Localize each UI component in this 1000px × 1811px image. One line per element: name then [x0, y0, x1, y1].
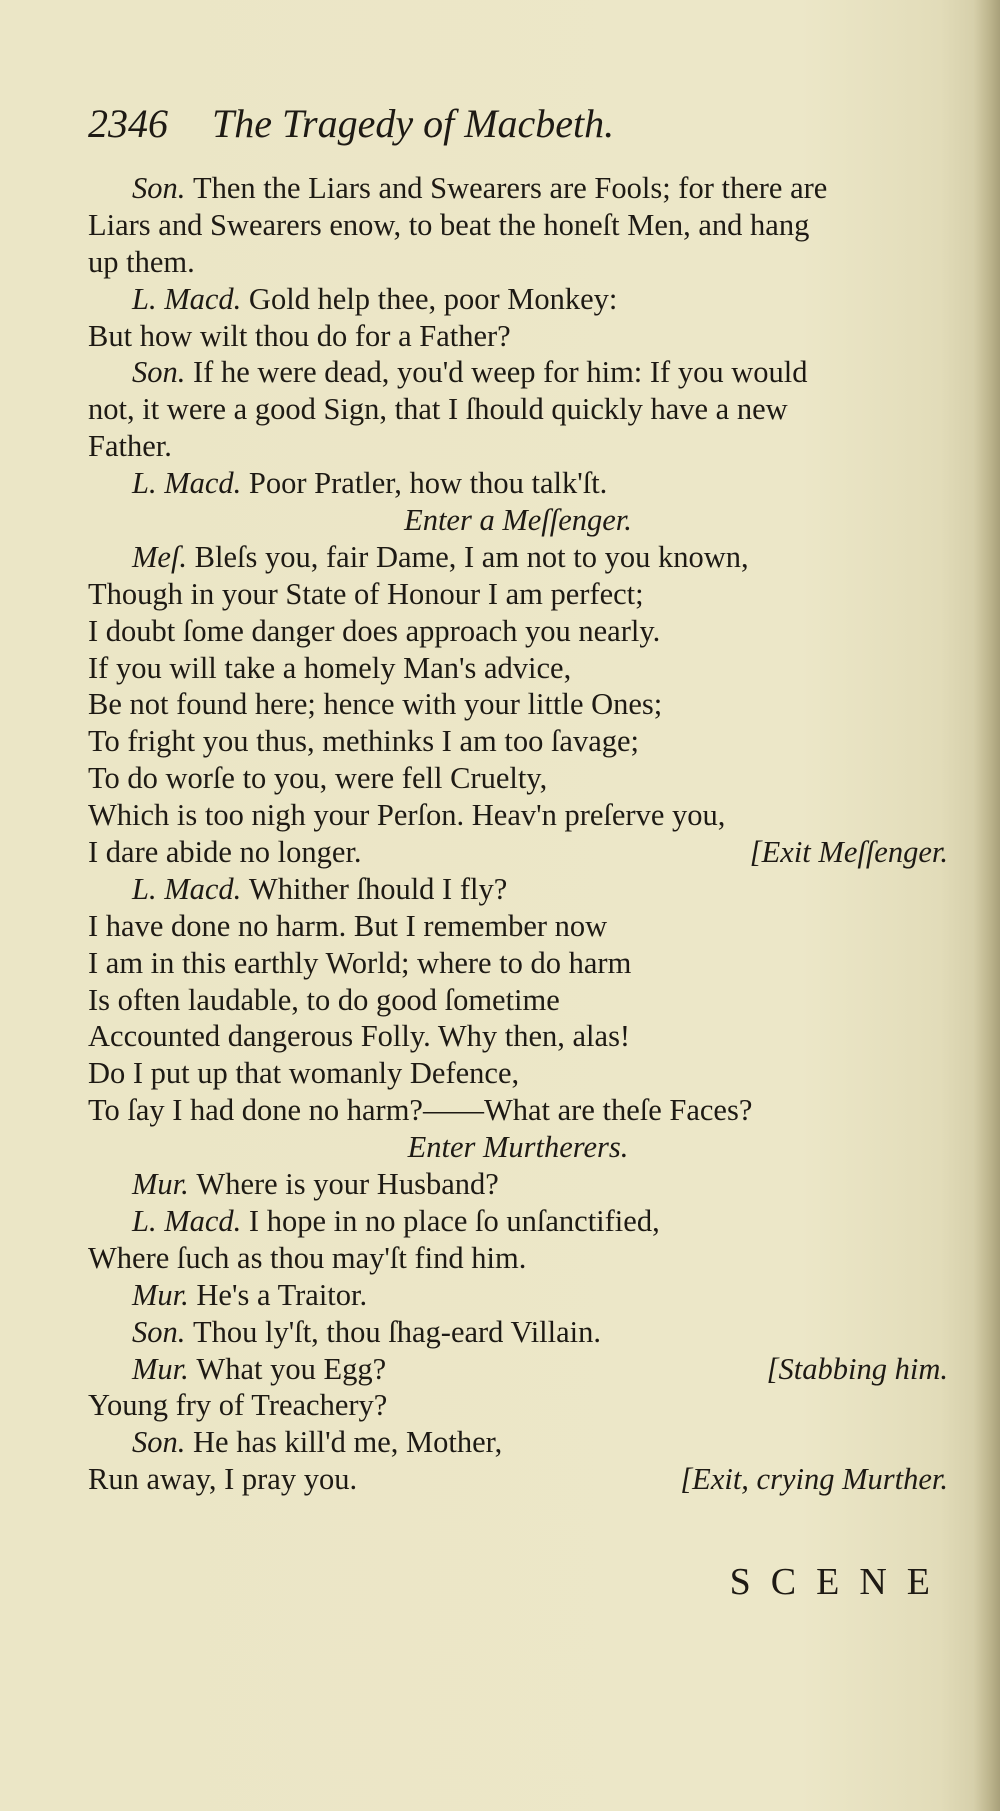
text-line [88, 1055, 948, 1092]
text-line [88, 281, 948, 318]
text-line [88, 465, 948, 502]
text-line [88, 576, 948, 613]
text-line [88, 318, 948, 355]
speaker-name: Mur. [132, 1351, 197, 1386]
text-line [88, 982, 948, 1019]
text-line [88, 1166, 948, 1203]
speaker-name: L. Macd. [132, 1203, 249, 1238]
line-text: He has kill'd me, Mother, [193, 1425, 503, 1460]
running-header [88, 100, 788, 164]
text-line [88, 945, 948, 982]
text-line [88, 1092, 948, 1129]
text-line [88, 391, 948, 428]
stage-direction-line [88, 502, 948, 539]
line-text: I hope in no place ſo unſanctified, [248, 1203, 660, 1238]
speaker-name: Son. [132, 1425, 193, 1460]
text-line [88, 797, 948, 834]
line-text: up them. [88, 244, 195, 279]
text-line [88, 1240, 948, 1277]
text-line [88, 1424, 948, 1461]
speaker-name: Mur. [132, 1277, 197, 1312]
text-line [88, 1314, 948, 1351]
line-text: Young fry of Treachery? [88, 1388, 388, 1423]
stage-direction: Enter Murtherers. [407, 1130, 629, 1165]
stage-direction: [Exit Meſſenger. [749, 835, 948, 870]
page-edge [974, 0, 1000, 1811]
line-text: If you will take a homely Man's advice, [88, 650, 572, 685]
speaker-name: L. Macd. [132, 466, 249, 501]
line-text: He's a Traitor. [196, 1277, 368, 1312]
speaker-name: Son. [132, 171, 193, 205]
text-line [88, 244, 948, 281]
line-text: Father. [88, 429, 172, 464]
text-line [88, 1277, 948, 1314]
line-text: Do I put up that womanly Defence, [88, 1056, 520, 1091]
text-line [88, 760, 948, 797]
line-text: Then the Liars and Swearers are Fools; for there are [193, 171, 828, 205]
text-line [88, 650, 948, 687]
line-text: Run away, I pray you. [88, 1462, 358, 1497]
stage-direction: [Stabbing him. [766, 1351, 948, 1386]
text-line [88, 1387, 948, 1424]
text-line [88, 428, 948, 465]
text-line [88, 871, 948, 908]
speaker-name: Son. [132, 1314, 193, 1349]
speaker-name: Mur. [132, 1167, 197, 1202]
line-text: Be not found here; hence with your little Ones; [88, 687, 663, 722]
speaker-name: Meſ. [132, 539, 195, 574]
line-text: But how wilt thou do for a Father? [88, 318, 511, 353]
page-number: 2346 [88, 101, 168, 146]
line-text: Though in your State of Honour I am perfect; [88, 576, 644, 611]
line-text: Is often laudable, to do good ſometime [88, 982, 560, 1017]
line-text: I doubt ſome danger does approach you nearly. [88, 613, 661, 648]
text-line [88, 354, 948, 391]
text-line [88, 1461, 948, 1498]
line-text: Which is too nigh your Perſon. Heav'n preſerve you, [88, 798, 726, 833]
speaker-name: L. Macd. [132, 281, 249, 316]
text-line [88, 1018, 948, 1055]
stage-direction: [Exit, crying Murther. [680, 1462, 948, 1497]
speaker-name: Son. [132, 355, 193, 390]
line-text: Thou ly'ſt, thou ſhag-eard Villain. [193, 1314, 601, 1349]
line-text: Whither ſhould I fly? [248, 871, 508, 906]
line-text: If he were dead, you'd weep for him: If you would [193, 355, 808, 390]
text-line [88, 539, 948, 576]
text-line [88, 170, 948, 207]
line-text: I have done no harm. But I remember now [88, 908, 608, 943]
line-text: To do worſe to you, were fell Cruelty, [88, 761, 548, 796]
running-title: The Tragedy of Macbeth. [212, 101, 615, 146]
text-line [88, 613, 948, 650]
play-text [88, 170, 948, 1498]
text-line [88, 723, 948, 760]
line-text: Bleſs you, fair Dame, I am not to you known, [194, 539, 749, 574]
line-text: What you Egg? [196, 1351, 387, 1386]
line-text: To ſay I had done no harm?——What are theſe Faces? [88, 1093, 753, 1128]
text-line [88, 1351, 948, 1388]
text-line [88, 1203, 948, 1240]
speaker-name: L. Macd. [132, 871, 249, 906]
line-text: Gold help thee, poor Monkey: [248, 281, 618, 316]
stage-direction: Enter a Meſſenger. [404, 503, 632, 538]
stage-direction-line [88, 1129, 948, 1166]
text-line [88, 834, 948, 871]
line-text: Where ſuch as thou may'ſt find him. [88, 1240, 527, 1275]
text-line [88, 686, 948, 723]
line-text: Liars and Swearers enow, to beat the honeſt Men, and hang [88, 207, 810, 242]
line-text: To fright you thus, methinks I am too ſavage; [88, 724, 640, 759]
line-text: Accounted dangerous Folly. Why then, alas! [88, 1019, 631, 1054]
line-text: I dare abide no longer. [88, 835, 362, 870]
line-text: I am in this earthly World; where to do harm [88, 945, 632, 980]
line-text: Where is your Husband? [196, 1167, 499, 1202]
catchword: SCENE [729, 1561, 950, 1603]
text-line [88, 207, 948, 244]
line-text: not, it were a good Sign, that I ſhould quickly have a new [88, 392, 788, 427]
text-line [88, 908, 948, 945]
line-text: Poor Pratler, how thou talk'ſt. [248, 466, 608, 501]
